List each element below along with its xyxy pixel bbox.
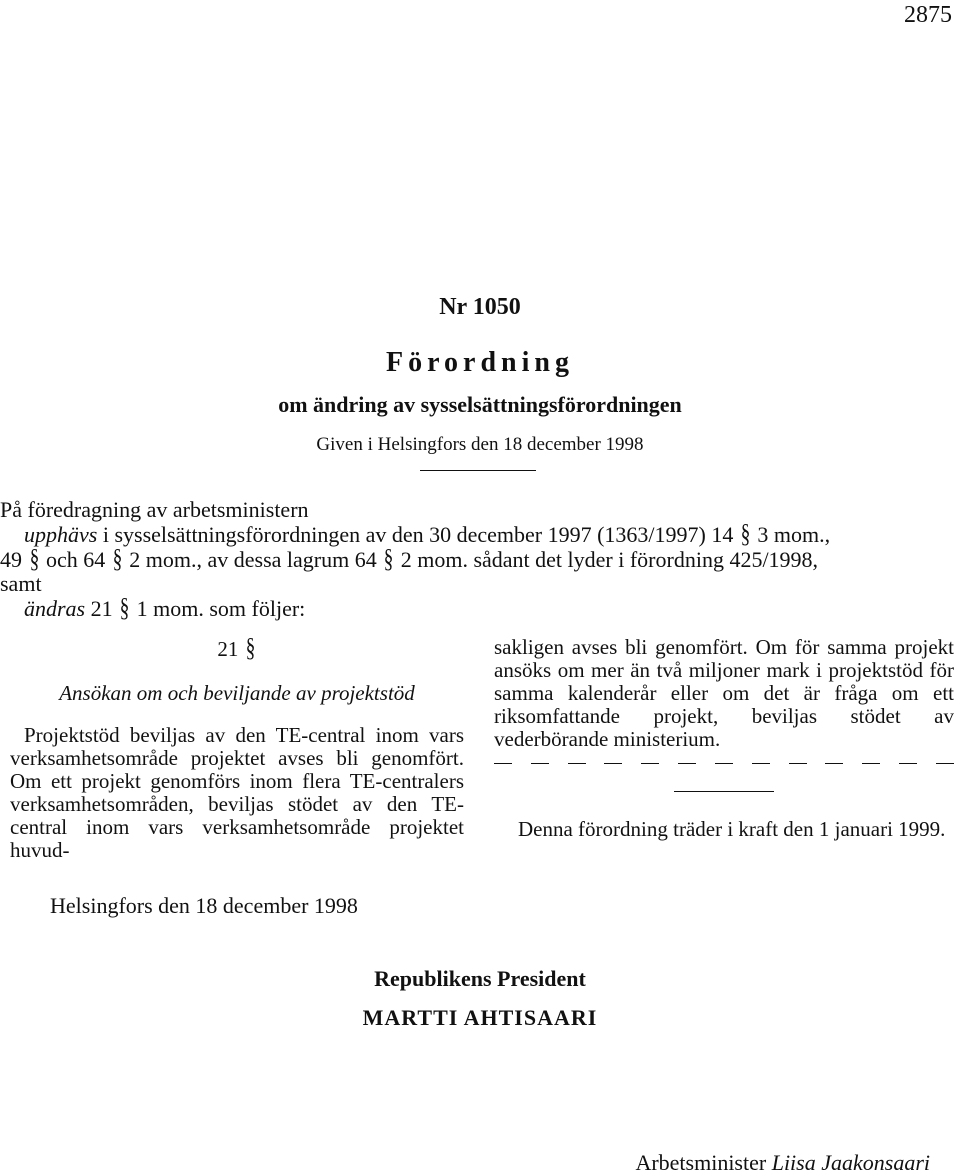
preamble-line-presenter: På föredragning av arbetsministern [0,497,309,522]
minister-signature [635,1150,930,1176]
president-name: MARTTI AHTISAARI [362,1005,598,1030]
section-sign: § [245,633,255,662]
short-divider [674,791,774,792]
preamble-line-repeal: upphävs i sysselsättningsförordningen av den 30 december 1997 (1363/1997) 14 § 3 mom., [24,519,831,548]
minister-title: Arbetsminister [635,1150,767,1175]
repeal-verb: upphävs [24,522,98,547]
document-subtitle: om ändring av sysselsättningsförordningen [278,392,682,417]
section-heading: Ansökan om och beviljande av projektstöd [59,681,415,705]
section-sign: § [383,544,394,573]
left-column [10,633,464,862]
entry-into-force: Denna förordning träder i kraft den 1 januari 1999. [518,817,946,841]
president-title: Republikens President [374,966,586,991]
section-paragraph-end: sakligen avses bli genomfört. Om för samma projekt ansöks om mer än två miljoner mark i projektstöd för samma kalenderår eller om det är fråga om ett riksomfattande projekt, beviljas stödet av vederbörande ministerium. [494,635,954,751]
right-column [494,636,954,841]
preamble [0,498,958,621]
section-sign: § [29,544,39,573]
amend-verb: ändras [24,596,86,621]
section-number: 21 § [217,633,255,662]
preamble-line-amend: ändras 21 § 1 mom. som följer: [24,593,306,622]
section-sign: § [119,593,130,622]
section-sign: § [740,519,751,548]
document-title: Förordning [386,347,574,378]
page-number: 2875 [904,2,952,28]
header-divider [420,470,536,471]
preamble-line-repeal-cont: 49 § och 64 § 2 mom., av dessa lagrum 64 § 2 mom. sådant det lyder i förordning 425/1998, [0,544,819,573]
given-line: Given i Helsingfors den 18 december 1998 [316,434,644,455]
section-sign: § [112,544,123,573]
minister-name: Liisa Jaakonsaari [771,1150,930,1175]
place-date: Helsingfors den 18 december 1998 [50,893,358,918]
dashed-separator [494,763,954,765]
section-paragraph-start: Projektstöd beviljas av den TE-central inom vars verksamhetsområde projektet avses bli genomfört. Om ett projekt genomförs inom flera TE-centralers verksamhetsområden, beviljas stödet av den TE-central inom vars verksamhetsområde projektet huvud- [10,723,464,862]
preamble-line-samt: samt [0,571,42,596]
statute-number: Nr 1050 [439,294,521,320]
